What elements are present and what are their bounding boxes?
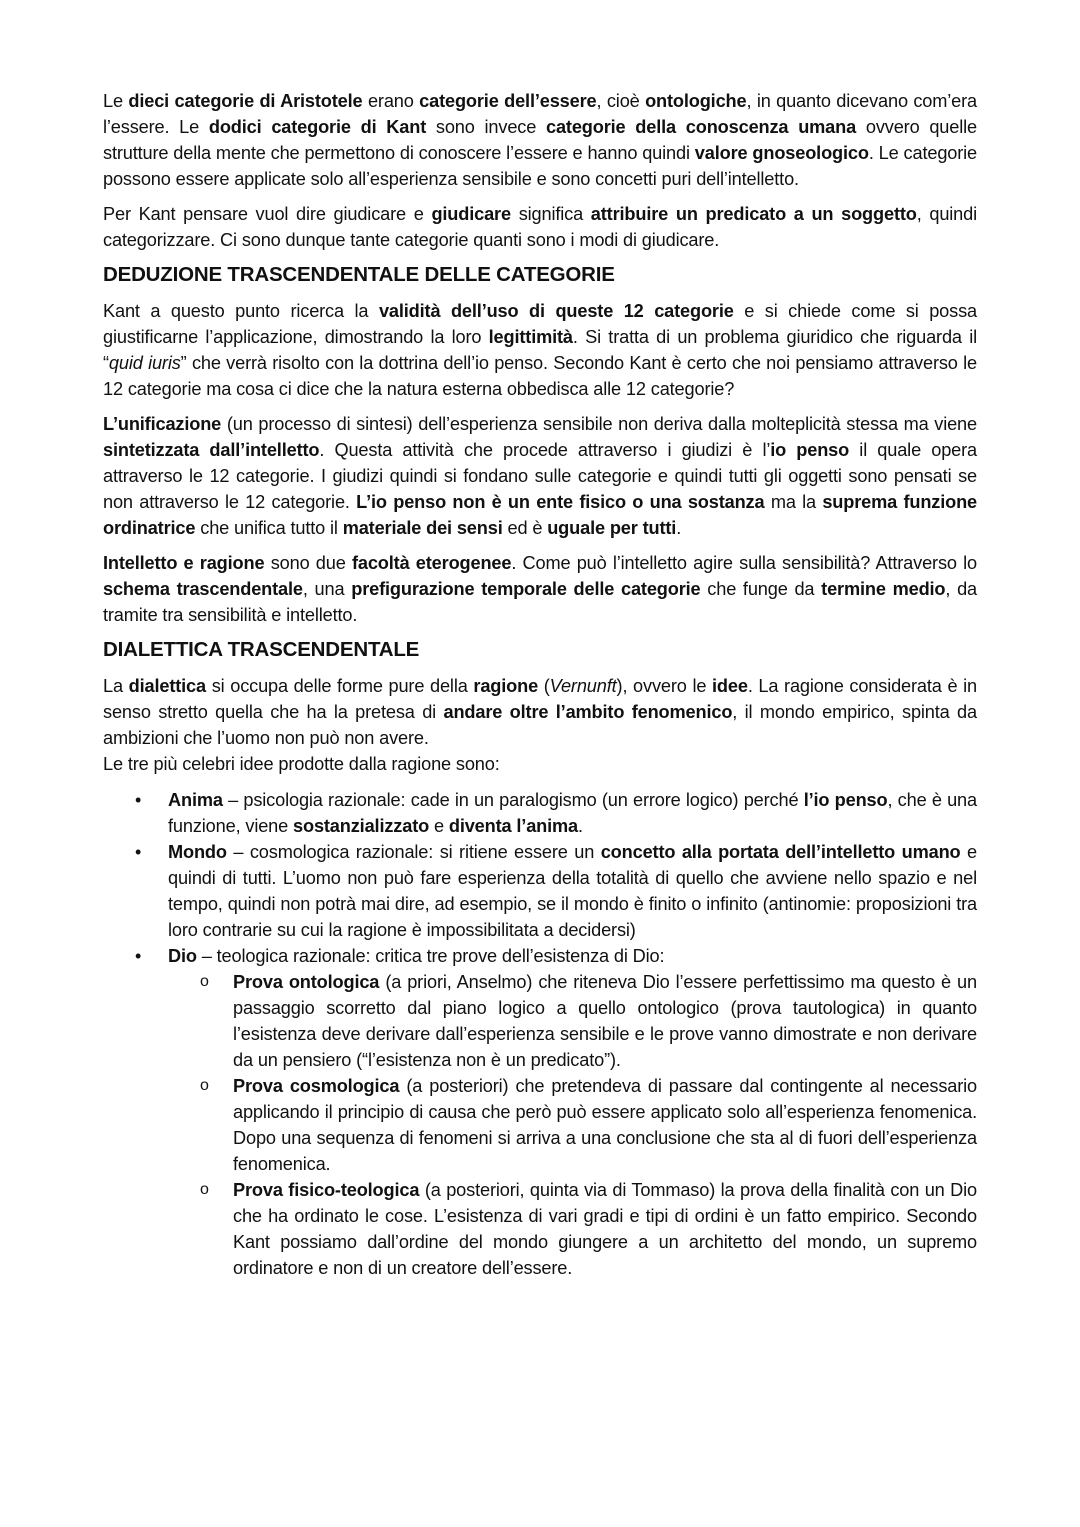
list-item-text: Prova ontologica (a priori, Anselmo) che riteneva Dio l’essere perfettissimo ma questo è un passaggio scorretto dal piano logico a quello ontologico (prova tautologica) in quanto l’esistenza deve derivare dall’esperienza sensibile e le prove vanno dimostrate e non derivare da un pensiero (“l’esistenza non è un predicato”). [233, 972, 977, 1070]
list-item-prova-cosmologica [200, 1073, 977, 1177]
bullet-icon: • [135, 842, 142, 862]
list-item-anima [135, 787, 977, 839]
circle-bullet-icon: o [200, 973, 209, 990]
bullet-icon: • [135, 790, 142, 810]
list-item-text: Mondo – cosmologica razionale: si ritiene essere un concetto alla portata dell’intelletto umano e quindi di tutti. L’uomo non può fare esperienza della totalità di quello che avviene nello spazio e nel tempo, quindi non potrà mai dire, ad esempio, se il mondo è finito o infinito (antinomie: proposizioni tra loro contrarie su cui la ragione è impossibilitata a decidersi) [168, 842, 977, 940]
list-item-prova-ontologica [200, 969, 977, 1073]
circle-bullet-icon: o [200, 1181, 209, 1198]
list-item-prova-fisico-teologica [200, 1177, 977, 1281]
bullet-icon: • [135, 946, 142, 966]
circle-bullet-icon: o [200, 1077, 209, 1094]
list-item-text: Dio – teologica razionale: critica tre prove dell’esistenza di Dio: [168, 946, 665, 966]
list-item-text: Prova fisico-teologica (a posteriori, quinta via di Tommaso) la prova della finalità con un Dio che ha ordinato le cose. L’esistenza di vari gradi e tipi di ordini è un fatto empirico. Secondo Kant possiamo dall’ordine del mondo giungere a un architetto del mondo, un supremo ordinatore e non di un creatore dell’essere. [233, 1180, 977, 1278]
ideas-list [103, 787, 977, 1281]
paragraph-categorie-aristotele-kant: Le dieci categorie di Aristotele erano categorie dell’essere, cioè ontologiche, in quanto dicevano com’era l’essere. Le dodici categorie di Kant sono invece categorie della conoscenza umana ovvero quelle strutture della mente che permettono di conoscere l’essere e hanno quindi valore gnoseologico. Le categorie possono essere applicate solo all’esperienza sensibile e sono concetti puri dell’intelletto. [103, 91, 978, 189]
section-heading-deduzione: DEDUZIONE TRASCENDENTALE DELLE CATEGORIE [103, 263, 615, 286]
paragraph-tre-idee-intro: Le tre più celebri idee prodotte dalla ragione sono: [103, 754, 500, 774]
list-item-dio [135, 943, 977, 1281]
list-item-text: Prova cosmologica (a posteriori) che pretendeva di passare dal contingente al necessario applicando il principio di causa che però può essere applicato solo all’esperienza fenomenica. Dopo una sequenza di fenomeni si arriva a una conclusione che sta al di fuori dell’esperienza fenomenica. [233, 1076, 977, 1174]
paragraph-validita: Kant a questo punto ricerca la validità dell’uso di queste 12 categorie e si chiede come si possa giustificarne l’applicazione, dimostrando la loro legittimità. Si tratta di un problema giuridico che riguarda il “quid iuris” che verrà risolto con la dottrina dell’io penso. Secondo Kant è certo che noi pensiamo attraverso le 12 categorie ma cosa ci dice che la natura esterna obbedisca alle 12 categorie? [103, 301, 978, 399]
proofs-list [168, 969, 977, 1281]
paragraph-unificazione: L’unificazione (un processo di sintesi) dell’esperienza sensibile non deriva dalla molteplicità stessa ma viene sintetizzata dall’intelletto. Questa attività che procede attraverso i giudizi è l’io penso il quale opera attraverso le 12 categorie. I giudizi quindi si fondano sulle categorie e quindi tutti gli oggetti sono pensati se non attraverso le 12 categorie. L’io penso non è un ente fisico o una sostanza ma la suprema funzione ordinatrice che unifica tutto il materiale dei sensi ed è uguale per tutti. [103, 414, 978, 538]
paragraph-giudicare: Per Kant pensare vuol dire giudicare e giudicare significa attribuire un predicato a un soggetto, quindi categorizzare. Ci sono dunque tante categorie quanti sono i modi di giudicare. [103, 204, 978, 250]
list-item-text: Anima – psicologia razionale: cade in un paralogismo (un errore logico) perché l’io penso, che è una funzione, viene sostanzializzato e diventa l’anima. [168, 790, 977, 836]
section-heading-dialettica: DIALETTICA TRASCENDENTALE [103, 638, 420, 661]
list-item-mondo [135, 839, 977, 943]
paragraph-intelletto-ragione: Intelletto e ragione sono due facoltà eterogenee. Come può l’intelletto agire sulla sensibilità? Attraverso lo schema trascendentale, una prefigurazione temporale delle categorie che funge da termine medio, da tramite tra sensibilità e intelletto. [103, 553, 978, 625]
paragraph-dialettica: La dialettica si occupa delle forme pure della ragione (Vernunft), ovvero le idee. La ragione considerata è in senso stretto quella che ha la pretesa di andare oltre l’ambito fenomenico, il mondo empirico, spinta da ambizioni che l’uomo non può non avere. [103, 676, 977, 748]
